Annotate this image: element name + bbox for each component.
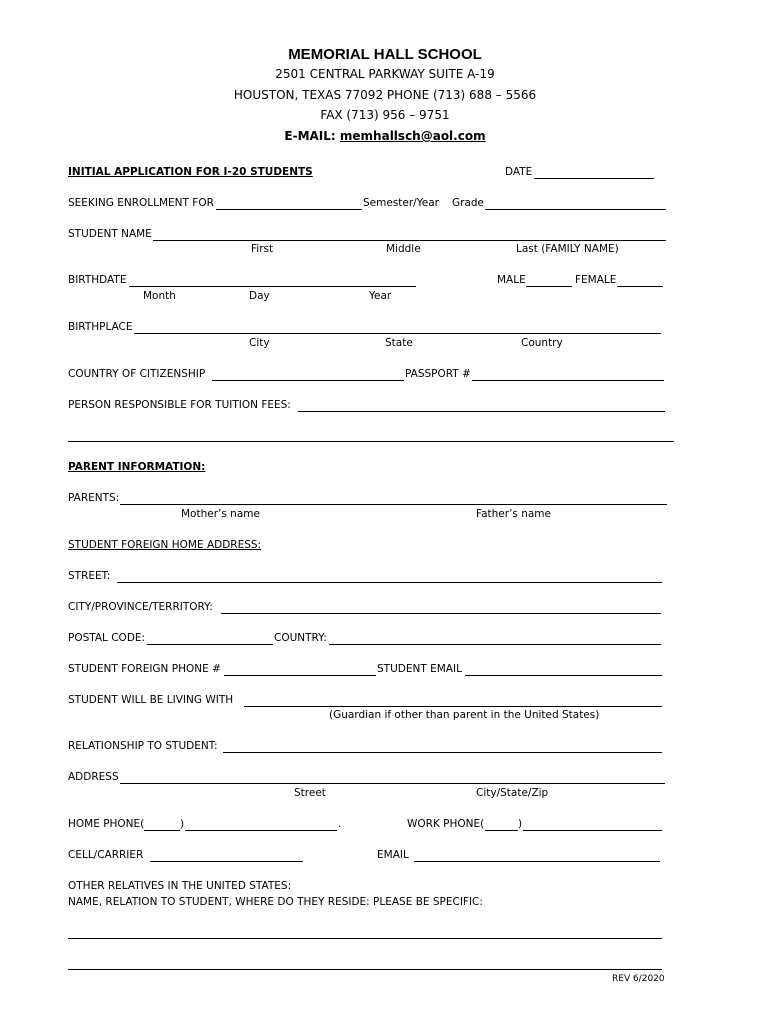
work-phone-label: WORK PHONE( [407,818,485,830]
country-label: COUNTRY: [274,632,327,644]
work-phone-paren: ) [518,818,523,830]
grade-field[interactable] [485,209,666,210]
first-name-caption: First [251,243,274,255]
day-caption: Day [249,290,270,302]
birthplace-field[interactable] [134,333,661,334]
relationship-field[interactable] [223,752,662,753]
foreign-phone-label: STUDENT FOREIGN PHONE # [68,663,221,675]
seeking-label: SEEKING ENROLLMENT FOR [68,197,214,209]
last-name-caption: Last (FAMILY NAME) [516,243,619,255]
cell-carrier-label: CELL/CARRIER [68,849,144,861]
citizenship-label: COUNTRY OF CITIZENSHIP [68,368,206,380]
parent-section-title: PARENT INFORMATION: [68,461,206,473]
city-province-field[interactable] [221,613,661,614]
email-field[interactable] [414,861,660,862]
email-label: E-MAIL: [284,129,336,143]
relatives-field-1[interactable] [68,938,662,939]
postal-code-field[interactable] [147,644,273,645]
female-field[interactable] [617,286,663,287]
male-field[interactable] [526,286,572,287]
mother-caption: Mother’s name [181,508,260,520]
female-label: FEMALE [575,274,617,286]
school-fax: FAX (713) 956 – 9751 [320,108,450,122]
addr-city-caption: City/State/Zip [476,787,549,799]
father-caption: Father’s name [476,508,551,520]
parents-field[interactable] [120,504,667,505]
school-address-line2: HOUSTON, TEXAS 77092 PHONE (713) 688 – 5566 [233,88,537,102]
student-email-label: STUDENT EMAIL [377,663,462,675]
addr-street-caption: Street [294,787,326,799]
parents-label: PARENTS: [68,492,120,504]
student-name-label: STUDENT NAME [68,228,152,240]
home-phone-area-field[interactable] [144,830,180,831]
email-label: EMAIL [377,849,409,861]
passport-label: PASSPORT # [405,368,471,380]
living-with-label: STUDENT WILL BE LIVING WITH [68,694,234,706]
home-phone-paren: ) [180,818,185,830]
student-name-field[interactable] [153,240,666,241]
relationship-label: RELATIONSHIP TO STUDENT: [68,740,218,752]
street-field[interactable] [117,582,662,583]
passport-field[interactable] [472,380,664,381]
tuition-field-continued[interactable] [68,441,674,442]
relatives-label: OTHER RELATIVES IN THE UNITED STATES: [68,880,292,892]
country-caption: Country [521,337,563,349]
relatives-field-2[interactable] [68,969,662,970]
section-title: INITIAL APPLICATION FOR I-20 STUDENTS [68,166,313,178]
city-caption: City [249,337,270,349]
street-label: STREET: [68,570,111,582]
birthdate-label: BIRTHDATE [68,274,127,286]
male-label: MALE [497,274,526,286]
relatives-instructions: NAME, RELATION TO STUDENT, WHERE DO THEY RESIDE: PLEASE BE SPECIFIC: [68,896,483,908]
middle-name-caption: Middle [386,243,421,255]
tuition-label: PERSON RESPONSIBLE FOR TUITION FEES: [68,399,291,411]
year-caption: Year [369,290,392,302]
date-label: DATE [505,166,533,178]
address-field[interactable] [120,783,665,784]
semester-field[interactable] [216,209,362,210]
city-province-label: CITY/PROVINCE/TERRITORY: [68,601,213,613]
tuition-field[interactable] [298,411,665,412]
birthdate-field[interactable] [129,286,416,287]
revision-note: REV 6/2020 [612,974,665,984]
birthplace-label: BIRTHPLACE [68,321,133,333]
grade-label: Grade [452,197,485,209]
month-caption: Month [143,290,176,302]
home-phone-field[interactable] [185,830,337,831]
school-email-link[interactable]: memhallsch@aol.com [339,129,486,143]
semester-label: Semester/Year [363,197,439,209]
school-address-line1: 2501 CENTRAL PARKWAY SUITE A-19 [275,67,495,81]
home-phone-end: . [338,818,342,830]
cell-carrier-field[interactable] [150,861,303,862]
foreign-address-title: STUDENT FOREIGN HOME ADDRESS: [68,539,262,551]
work-phone-area-field[interactable] [485,830,518,831]
foreign-phone-field[interactable] [224,675,376,676]
school-email-row [0,129,770,143]
home-phone-label: HOME PHONE( [68,818,145,830]
state-caption: State [385,337,413,349]
address-label: ADDRESS [68,771,119,783]
work-phone-field[interactable] [523,830,662,831]
country-field[interactable] [329,644,661,645]
student-email-field[interactable] [465,675,662,676]
guardian-caption: (Guardian if other than parent in the United States) [329,709,600,721]
postal-code-label: POSTAL CODE: [68,632,146,644]
school-name: MEMORIAL HALL SCHOOL [288,46,482,63]
living-with-field[interactable] [244,706,662,707]
citizenship-field[interactable] [212,380,404,381]
date-field[interactable] [534,178,654,179]
